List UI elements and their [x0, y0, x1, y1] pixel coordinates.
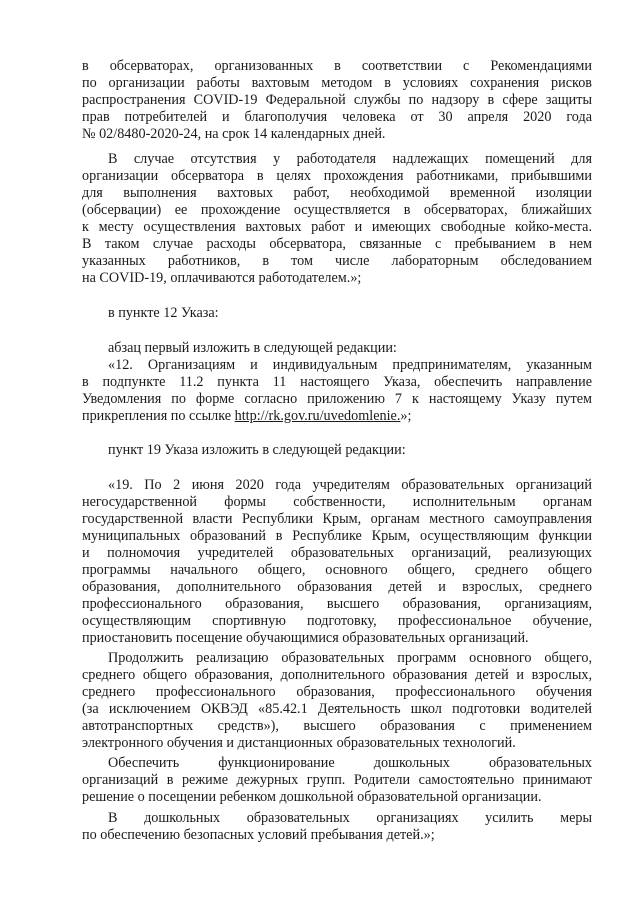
- text-line: в подпункте 11.2 пункта 11 настоящего Указа, обеспечить направление: [82, 374, 592, 390]
- text-line: к месту осуществления вахтовых работ и имеющих свободные койко-места.: [82, 219, 592, 235]
- text-line: в пункте 12 Указа:: [108, 305, 219, 321]
- text-line: приостановить посещение обучающимися образовательных организаций.: [82, 630, 529, 646]
- text-line: по организации работы вахтовым методом в условиях сохранения рисков: [82, 75, 592, 91]
- text-line: программы начального общего, основного общего, среднего общего: [82, 562, 592, 578]
- uvedomlenie-link[interactable]: http://rk.gov.ru/uvedomlenie.: [234, 408, 401, 424]
- text-line: прав потребителей и благополучия человека от 30 апреля 2020 года: [82, 109, 592, 125]
- text-line: «19. По 2 июня 2020 года учредителям образовательных организаций: [108, 477, 592, 493]
- text-line: В дошкольных образовательных организациях усилить меры: [108, 810, 592, 826]
- text-line: (за исключением ОКВЭД «85.42.1 Деятельность школ подготовки водителей: [82, 701, 592, 717]
- text-line: указанных работников, в том числе лабораторным обследованием: [82, 253, 592, 269]
- text-line: профессионального образования, высшего образования, организациям,: [82, 596, 592, 612]
- text-line: государственной власти Республики Крым, органам местного самоуправления: [82, 511, 592, 527]
- text-line: в обсерваторах, организованных в соответствии с Рекомендациями: [82, 58, 592, 74]
- text-line: электронного обучения и дистанционных образовательных технологий.: [82, 735, 516, 751]
- text-line: Продолжить реализацию образовательных программ основного общего,: [108, 650, 592, 666]
- text-line: и полномочия учредителей образовательных организаций, реализующих: [82, 545, 592, 561]
- text-line: среднего общего образования, дополнительного образования детей и взрослых,: [82, 667, 592, 683]
- text-line: В случае отсутствия у работодателя надлежащих помещений для: [108, 151, 592, 167]
- text-line: (обсервации) ее прохождение осуществляется в обсерваторах, ближайших: [82, 202, 592, 218]
- text-line: Уведомления по форме согласно приложению 7 к настоящему Указу путем: [82, 391, 592, 407]
- text-line: «12. Организациям и индивидуальным предпринимателям, указанным: [108, 357, 592, 373]
- text-line: организации обсерватора в целях прохождения работниками, прибывшими: [82, 168, 592, 184]
- text-line: для выполнения вахтовых работ, необходимой временной изоляции: [82, 185, 592, 201]
- text-line: автотранспортных средств»), высшего образования с применением: [82, 718, 592, 734]
- text-line: среднего профессионального образования, профессионального обучения: [82, 684, 592, 700]
- text-line: по обеспечению безопасных условий пребывания детей.»;: [82, 827, 435, 843]
- text-line: организаций в режиме дежурных групп. Родители самостоятельно принимают: [82, 772, 592, 788]
- text-line: распространения COVID-19 Федеральной службы по надзору в сфере защиты: [82, 92, 592, 108]
- text-line: пункт 19 Указа изложить в следующей редакции:: [108, 442, 406, 458]
- text-line-suffix: »;: [400, 408, 412, 424]
- text-line: негосударственной формы собственности, исполнительным органам: [82, 494, 592, 510]
- text-line: решение о посещении ребенком дошкольной образовательной организации.: [82, 789, 542, 805]
- text-line: на COVID-19, оплачиваются работодателем.»;: [82, 270, 362, 286]
- text-line: образования, дополнительного образования детей и взрослых, среднего: [82, 579, 592, 595]
- text-line: № 02/8480-2020-24, на срок 14 календарных дней.: [82, 126, 386, 142]
- text-line: муниципальных образований в Республике Крым, осуществляющим функции: [82, 528, 592, 544]
- text-line: Обеспечить функционирование дошкольных образовательных: [108, 755, 592, 771]
- text-line: осуществляющим спортивную подготовку, профессиональное обучение,: [82, 613, 592, 629]
- text-line-prefix: прикрепления по ссылке: [82, 408, 235, 424]
- text-line: [82, 408, 592, 425]
- text-line: абзац первый изложить в следующей редакции:: [108, 340, 397, 356]
- text-line: В таком случае расходы обсерватора, связанные с пребыванием в нем: [82, 236, 592, 252]
